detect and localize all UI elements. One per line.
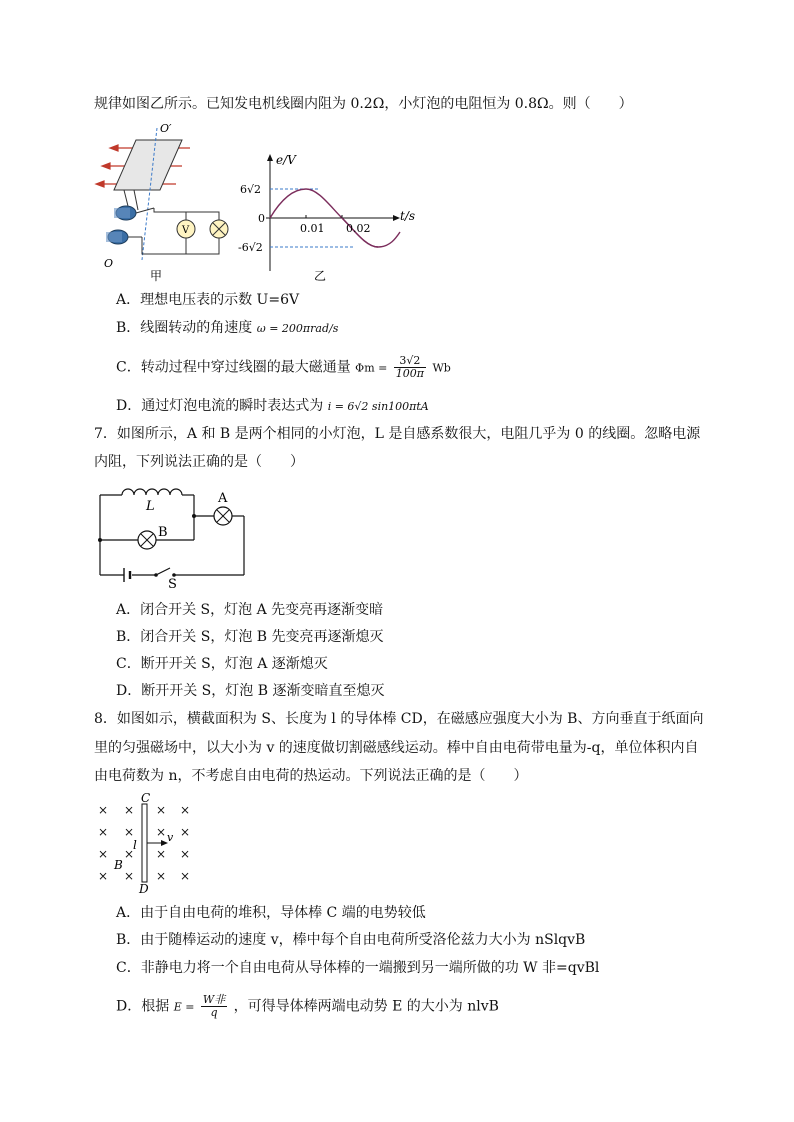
q8-option-b: B．由于随棒运动的速度 v，棒中每个自由电荷所受洛伦兹力大小为 nSlqvB (116, 932, 586, 948)
q6-b-formula: ω = 200πrad/s (256, 322, 339, 335)
cross-mark: × (98, 825, 109, 839)
q7-option-a: A．闭合开关 S，灯泡 A 先变亮再逐渐变暗 (116, 602, 384, 618)
q6-option-a: A．理想电压表的示数 U=6V (116, 292, 300, 308)
q6-c-fraction: $\frac{3√2}{100\pi}$ (395, 354, 425, 380)
trough-label: -6√2 (238, 241, 263, 254)
q7-stem-line-1: 7．如图所示，A 和 B 是两个相同的小灯泡，L 是自感系数很大，电阻几乎为 0 的线圈。忽略电源 (94, 426, 701, 442)
q7-option-c: C．断开开关 S，灯泡 A 逐渐熄灭 (116, 656, 328, 672)
q8-option-a: A．由于自由电荷的堆积，导体棒 C 端的电势较低 (116, 905, 426, 921)
label-s: S (168, 577, 177, 590)
cross-mark: × (180, 825, 191, 839)
q8-d-fraction: $\frac{\text{W非}}{q}$ (202, 993, 226, 1019)
cross-mark: × (180, 869, 191, 883)
label-v: v (167, 831, 174, 844)
label-a: A (218, 491, 228, 506)
q8-stem-line-1: 8．如图如示，横截面积为 S、长度为 l 的导体棒 CD，在磁感应强度大小为 B、方向垂直于纸面向 (94, 711, 704, 727)
figure-jia-generator (94, 120, 244, 285)
label-o-prime: O′ (160, 122, 172, 135)
cross-mark: × (180, 803, 191, 817)
x-axis-label: t/s (400, 209, 416, 223)
zero-label: 0 (258, 212, 265, 225)
figure-yi-graph (236, 146, 421, 286)
cross-mark: × (156, 803, 167, 817)
q7-option-b: B．闭合开关 S，灯泡 B 先变亮再逐渐熄灭 (116, 629, 384, 645)
q8-option-d: D．根据 E = $\frac{\text{W非}}{q}$ ，可得导体棒两端电动势 E 的大小为 nlvB (116, 993, 499, 1019)
q6-option-d: D．通过灯泡电流的瞬时表达式为 i = 6√2 sin100πtA (116, 398, 429, 414)
caption-jia: 甲 (150, 269, 163, 283)
label-d: D (139, 882, 149, 894)
peak-label: 6√2 (240, 183, 262, 196)
label-l-length: l (133, 838, 137, 852)
intro-line: 规律如图乙所示。已知发电机线圈内阻为 0.2Ω，小灯泡的电阻恒为 0.8Ω。则（ ） (94, 96, 633, 112)
caption-yi: 乙 (314, 269, 327, 283)
q7-stem-line-2: 内阻，下列说法正确的是（ ） (94, 454, 304, 470)
q7-option-d: D．断开开关 S，灯泡 B 逐渐变暗直至熄灭 (116, 683, 385, 699)
label-c: C (141, 792, 151, 805)
label-l: L (146, 499, 155, 514)
cross-mark: × (98, 869, 109, 883)
voltmeter-label: V (182, 225, 190, 236)
q8-option-c: C．非静电力将一个自由电荷从导体棒的一端搬到另一端所做的功 W 非=qvBl (116, 960, 600, 976)
tick-002: 0.02 (346, 222, 371, 235)
label-b: B (158, 525, 168, 540)
q6-option-c: C．转动过程中穿过线圈的最大磁通量 Φm = $\frac{3√2}{100\pi}$ Wb (116, 354, 451, 380)
cross-mark: × (124, 869, 135, 883)
cross-mark: × (156, 825, 167, 839)
cross-mark: × (156, 847, 167, 861)
label-b-field: B (114, 858, 123, 872)
figure-q8-rod (94, 792, 204, 894)
label-o: O (104, 257, 114, 270)
y-axis-label: e/V (276, 153, 296, 167)
cross-mark: × (98, 847, 109, 861)
cross-mark: × (124, 803, 135, 817)
cross-mark: × (98, 803, 109, 817)
q8-stem-line-3: 由电荷数为 n，不考虑自由电荷的热运动。下列说法正确的是（ ） (94, 768, 528, 784)
cross-mark: × (180, 847, 191, 861)
q6-d-formula: i = 6√2 sin100πtA (327, 400, 429, 413)
cross-mark: × (156, 869, 167, 883)
tick-001: 0.01 (300, 222, 325, 235)
figure-q7-circuit (94, 480, 254, 590)
cross-mark: × (124, 847, 135, 861)
q8-stem-line-2: 里的匀强磁场中，以大小为 v 的速度做切割磁感线运动。棒中自由电荷带电量为-q，单位体积内自 (94, 740, 699, 756)
cross-mark: × (124, 825, 135, 839)
q6-option-b: B．线圈转动的角速度 ω = 200πrad/s (116, 320, 339, 336)
